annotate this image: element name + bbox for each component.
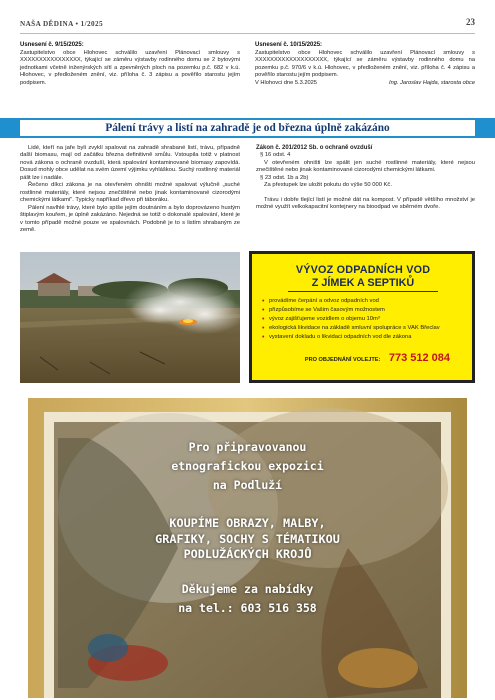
- decree-body: Zastupitelstvo obce Hlohovec schválilo uzavření Plánovací smlouvy s XXXXXXXXXXXXXXXXXXX, týkající se záměru výstavby rodinného domu na pozemku p.č. 970/6 v k.ú. Hlohovec, v předloženém znění, viz. příloha č. 4 zápisu a pověřilo starostu jejím podpisem.: [255, 49, 475, 79]
- article-right-column: [256, 145, 475, 212]
- page-number: 23: [466, 17, 475, 27]
- decree-title: Usnesení č. 10/15/2025:: [255, 42, 323, 48]
- ad-subheading: Z JÍMEK A SEPTIKŮ: [288, 277, 438, 292]
- offer-line: KOUPÍME OBRAZY, MALBY,: [169, 516, 326, 530]
- signature-line: [255, 80, 475, 88]
- article-banner: [0, 118, 495, 138]
- article-paragraph: Pálení navlhlé trávy, které bylo spíše jejím doutnáním a bylo doprovázeno hustým štiplavým kouřem, je úplně zakázáno. Nejedná se totiž o dokonalé spalování, které je v tomto případě možné pouze ve spalovnách. Podobně je to s listím shrabaným ze země.: [20, 204, 240, 233]
- offer-line: GRAFIKY, SOCHY S TÉMATIKOU: [155, 531, 340, 546]
- article-paragraph: Lidé, kteří na jaře byli zvyklí spalovat na zahradě shrabané listí, trávu, případně další biomasu, mají od začátku března definitivně smůlu. Vstoupila totiž v platnost nová zákona o ochraně ovzduší, která spalování kontaminované biomasy zapovídá. Dosud mohly obce udělat na svém území výjimku vyhláškou. Suchý rostlinný materiál pálit lze i nadále.: [20, 145, 240, 181]
- law-paragraph-ref: § 16 odst. 4: [260, 152, 291, 159]
- offer-line: PODLUŽÁCKÝCH KROJŮ: [183, 547, 312, 561]
- list-item: [262, 315, 464, 324]
- article-left-column: [20, 145, 240, 234]
- mayor-signature: Ing. Jaroslav Hajda, starosta obce: [389, 79, 475, 86]
- intro-line: etnografickou expozici: [171, 459, 324, 473]
- publication-name: NAŠA DĚDINA • 1/2025: [20, 20, 104, 28]
- burning-field-photo: [20, 252, 240, 383]
- decree-body: Zastupitelstvo obce Hlohovec schválilo uzavření Plánovací smlouvy s XXXXXXXXXXXXXXXX, týkající se záměru výstavby rodinného domu se 2 bytovými jednotkami včetně inženýrských sítí a zpevněných ploch na pozemku p.č. 682 v k.ú. Hlohovec, v předloženém znění, viz. příloha č. 3 zápisu a pověřilo starostu jejím podpisem.: [20, 49, 240, 86]
- exhibition-offer: [28, 516, 467, 563]
- sewage-ad: [249, 251, 475, 383]
- banner-inner: [20, 120, 475, 136]
- ad-service-list: [262, 297, 464, 342]
- law-text: V otevřeném ohništi lze spálit jen suché rostlinné materiály, které nejsou znečištěné nebo jinak kontaminované cizorodými chemickými látkami.: [256, 159, 475, 174]
- list-item: [262, 297, 464, 306]
- exhibition-intro: [28, 438, 467, 495]
- phone-number: 773 512 084: [388, 352, 450, 364]
- intro-line: Pro připravovanou: [188, 440, 307, 454]
- intro-line: na Podluží: [212, 478, 283, 492]
- list-item: [262, 333, 464, 342]
- bullet-icon: •: [262, 298, 265, 305]
- bullet-icon: •: [262, 334, 265, 341]
- service-text: vystavení dokladu o likvidaci odpadních vod dle zákona: [269, 334, 412, 340]
- page-header: [20, 17, 475, 34]
- thanks-line: Děkujeme za nabídky: [181, 582, 314, 596]
- exhibition-contact: [28, 580, 467, 618]
- bullet-icon: •: [262, 307, 265, 314]
- article-paragraph: Řečeno díkci zákona je na otevřeném ohništi možné spalovat výlučně „suché rostlinné materiály, které nejsou znečištěné nebo jinak kontaminované cizorodými chemickými látkami". Typicky napříkad dřevo při táboráku.: [20, 182, 240, 204]
- order-label: PRO OBJEDNÁNÍ VOLEJTE:: [304, 357, 381, 363]
- service-text: přizpůsobíme se Vašim časovým možnostem: [269, 307, 385, 313]
- service-text: provádíme čerpání a odvoz odpadních vod: [269, 298, 379, 304]
- closing-paragraph: Trávu i dobře tlející listí je možné dát na kompost. V případě většího množství je možné využít velkokapacitní kontejnery na bioodpad ve sběrném dvoře.: [256, 196, 475, 211]
- decree-10: [255, 42, 475, 88]
- decree-9: [20, 42, 240, 88]
- ad-heading: VÝVOZ ODPADNÍCH VOD: [295, 264, 431, 276]
- decree-title: Usnesení č. 9/15/2025:: [20, 42, 84, 48]
- law-paragraph-ref: § 23 odst. 1b a 2b): [260, 174, 309, 181]
- list-item: [262, 306, 464, 315]
- law-fine: Za přestupek lze uložit pokutu do výše 50 000 Kč.: [264, 182, 392, 189]
- decrees-section: [20, 42, 475, 88]
- contact-phone: na tel.: 603 516 358: [178, 601, 317, 615]
- bullet-icon: •: [262, 325, 265, 332]
- bullet-icon: •: [262, 316, 265, 323]
- place-date: V Hlohovci dne 5.3.2025: [255, 79, 317, 86]
- service-text: vývoz zajišťujeme vozidlem o objemu 10m³: [269, 316, 380, 322]
- list-item: [262, 324, 464, 333]
- article-title: Pálení trávy a listí na zahradě je od března úplně zakázáno: [105, 122, 390, 134]
- exhibition-ad: [28, 398, 467, 698]
- law-title: Zákon č. 201/2012 Sb. o ochraně ovzduší: [256, 145, 373, 151]
- order-line: [262, 348, 464, 366]
- service-text: ekologická likvidace na základě smluvní spolupráce s VAK Břeclav: [269, 325, 440, 331]
